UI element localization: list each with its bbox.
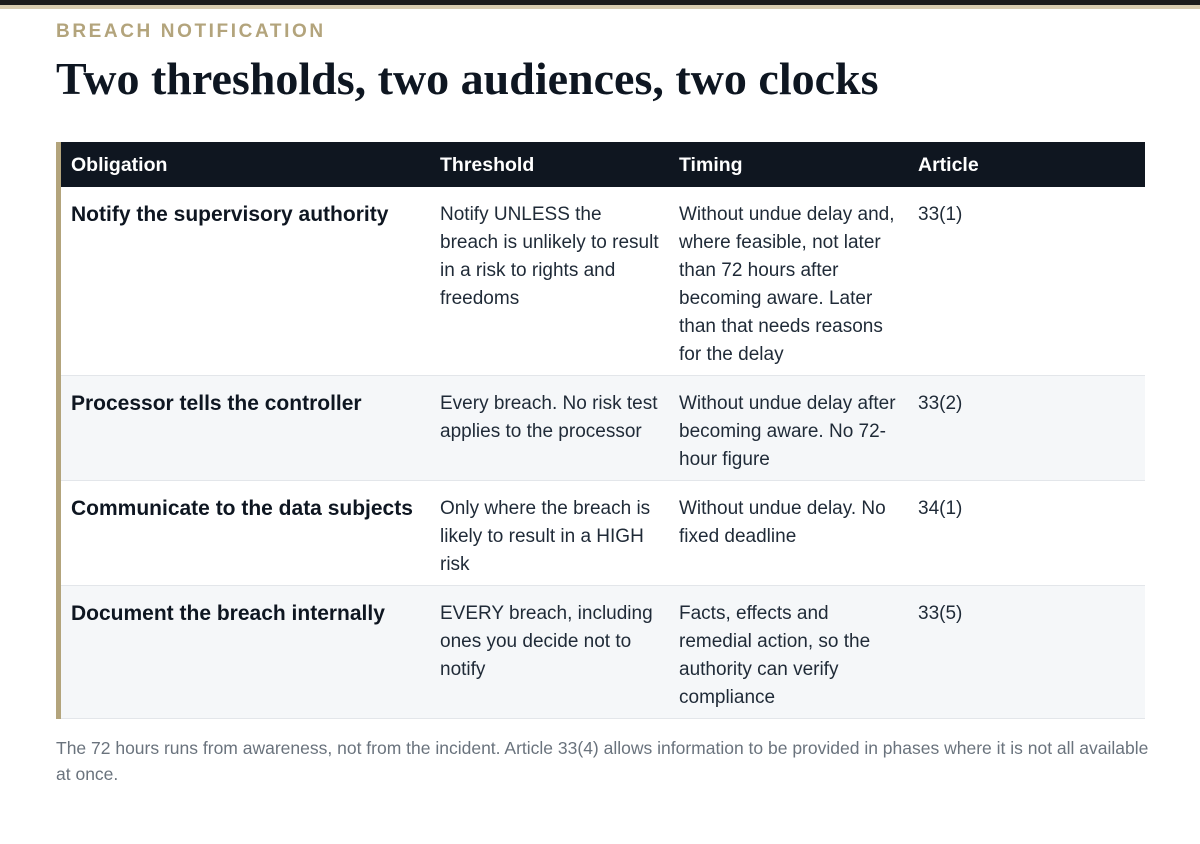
cell-article: 33(1) <box>908 187 1145 376</box>
column-header-timing: Timing <box>669 142 908 187</box>
cell-timing: Facts, effects and remedial action, so the authority can verify compliance <box>669 586 908 719</box>
cell-threshold: Only where the breach is likely to result in a HIGH risk <box>430 481 669 586</box>
cell-obligation: Processor tells the controller <box>61 376 430 481</box>
cell-article: 33(5) <box>908 586 1145 719</box>
cell-article: 33(2) <box>908 376 1145 481</box>
table-row <box>61 376 1145 481</box>
column-header-obligation: Obligation <box>61 142 430 187</box>
cell-threshold: Notify UNLESS the breach is unlikely to result in a risk to rights and freedoms <box>430 187 669 376</box>
cell-timing: Without undue delay and, where feasible, not later than 72 hours after becoming aware. Later than that needs reasons for the delay <box>669 187 908 376</box>
cell-timing: Without undue delay. No fixed deadline <box>669 481 908 586</box>
table-header-row <box>61 142 1145 187</box>
table-row <box>61 586 1145 719</box>
cell-timing: Without undue delay after becoming aware. No 72-hour figure <box>669 376 908 481</box>
column-header-threshold: Threshold <box>430 142 669 187</box>
cell-obligation: Document the breach internally <box>61 586 430 719</box>
top-rule-accent <box>0 5 1200 9</box>
cell-obligation: Notify the supervisory authority <box>61 187 430 376</box>
cell-threshold: EVERY breach, including ones you decide not to notify <box>430 586 669 719</box>
cell-threshold: Every breach. No risk test applies to the processor <box>430 376 669 481</box>
page-title: Two thresholds, two audiences, two clocks <box>56 53 879 104</box>
column-header-article: Article <box>908 142 1145 187</box>
table-row <box>61 481 1145 586</box>
table-row <box>61 187 1145 376</box>
cell-obligation: Communicate to the data subjects <box>61 481 430 586</box>
footnote: The 72 hours runs from awareness, not from the incident. Article 33(4) allows information to be provided in phases where it is not all available at once. <box>56 738 1149 784</box>
obligations-table <box>61 142 1145 719</box>
obligations-table-wrapper <box>56 142 1145 719</box>
section-eyebrow: BREACH NOTIFICATION <box>56 21 326 42</box>
cell-article: 34(1) <box>908 481 1145 586</box>
